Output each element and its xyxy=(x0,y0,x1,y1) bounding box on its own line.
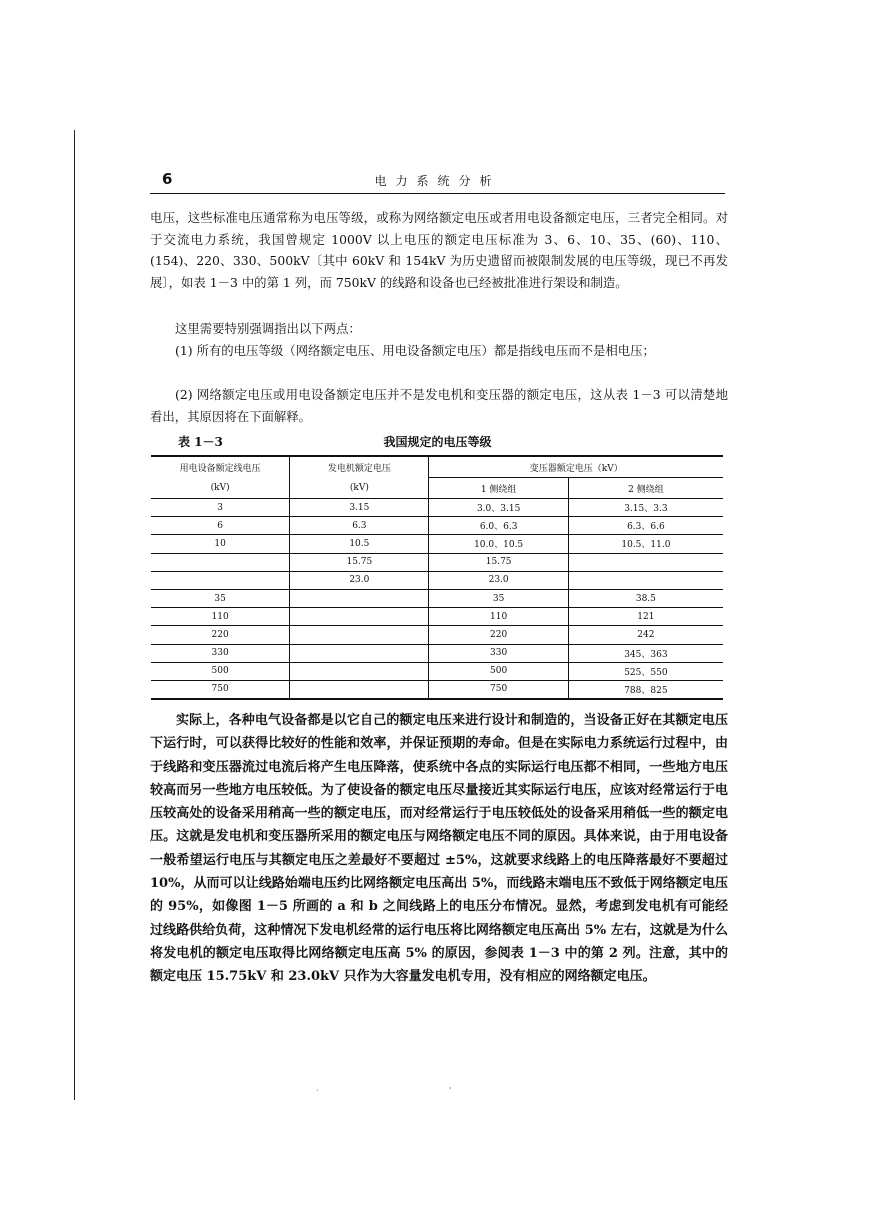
cell-consumer-voltage xyxy=(151,553,290,571)
paragraph-emphasis-intro: 这里需要特别强调指出以下两点： xyxy=(175,321,361,336)
scan-speck: · xyxy=(316,1086,319,1095)
page-spine-line xyxy=(74,130,75,1100)
cell-consumer-voltage: 35 xyxy=(151,589,290,607)
cell-winding-1: 23.0 xyxy=(429,571,568,589)
cell-consumer-voltage: 3 xyxy=(151,499,290,517)
cell-generator-voltage: 23.0 xyxy=(290,571,429,589)
header-transformer-voltage: 变压器额定电压（kV） xyxy=(429,456,723,478)
cell-generator-voltage xyxy=(290,662,429,680)
cell-winding-2: 10.5、11.0 xyxy=(568,535,723,553)
cell-winding-2: 3.15、3.3 xyxy=(568,499,723,517)
cell-winding-1: 330 xyxy=(429,644,568,662)
header-winding-1: 1 侧绕组 xyxy=(429,478,568,499)
cell-generator-voltage xyxy=(290,680,429,699)
cell-generator-voltage: 6.3 xyxy=(290,517,429,535)
cell-consumer-voltage: 330 xyxy=(151,644,290,662)
cell-generator-voltage xyxy=(290,644,429,662)
table-row xyxy=(151,535,723,553)
header-consumer-unit: (kV) xyxy=(151,478,290,499)
cell-consumer-voltage: 500 xyxy=(151,662,290,680)
table-caption xyxy=(150,433,725,453)
cell-generator-voltage xyxy=(290,608,429,626)
table-row xyxy=(151,553,723,571)
table-title: 我国规定的电压等级 xyxy=(383,435,492,449)
table-row xyxy=(151,499,723,517)
table-row xyxy=(151,626,723,644)
cell-winding-1: 750 xyxy=(429,680,568,699)
scan-speck: ' xyxy=(449,1086,452,1095)
cell-winding-1: 500 xyxy=(429,662,568,680)
header-generator-voltage: 发电机额定电压 xyxy=(290,456,429,478)
cell-winding-1: 110 xyxy=(429,608,568,626)
cell-winding-1: 3.0、3.15 xyxy=(429,499,568,517)
cell-winding-1: 15.75 xyxy=(429,553,568,571)
paragraph-point-2: (2) 网络额定电压或用电设备额定电压并不是发电机和变压器的额定电压，这从表 1－3 可以清楚地看出，其原因将在下面解释。 xyxy=(150,387,728,424)
cell-winding-2: 345、363 xyxy=(568,644,723,662)
voltage-level-table xyxy=(151,455,723,700)
header-consumer-voltage: 用电设备额定线电压 xyxy=(151,456,290,478)
table-row xyxy=(151,589,723,607)
cell-generator-voltage xyxy=(290,589,429,607)
cell-consumer-voltage: 750 xyxy=(151,680,290,699)
cell-winding-2 xyxy=(568,553,723,571)
cell-generator-voltage: 15.75 xyxy=(290,553,429,571)
cell-generator-voltage xyxy=(290,626,429,644)
header-winding-2: 2 侧绕组 xyxy=(568,478,723,499)
paragraph-rated-voltage-explanation: 实际上，各种电气设备都是以它自己的额定电压来进行设计和制造的，当设备正好在其额定电压下运行时，可以获得比较好的性能和效率，并保证预期的寿命。但是在实际电力系统运行过程中，由于线路和变压器流过电流后将产生电压降落，使系统中各点的实际运行电压都不相同，一些地方电压较高而另一些地方电压较低。为了使设备的额定电压尽量接近其实际运行电压，应该对经常运行于电压较高处的设备采用稍高一些的额定电压，而对经常运行于电压较低处的设备采用稍低一些的额定电压。这就是发电机和变压器所采用的额定电压与网络额定电压不同的原因。具体来说，由于用电设备一般希望运行电压与其额定电压之差最好不要超过 ±5%，这就要求线路上的电压降落最好不要超过 10%，从而可以让线路始端电压约比网络额定电压高出 5%，而线路末端电压不致低于网络额定电压的 95%，如像图 1－5 所画的 a 和 b 之间线路上的电压分布情况。显然，考虑到发电机有可能经过线路供给负荷，这种情况下发电机经常的运行电压将比网络额定电压高出 5% 左右，这就是为什么将发电机的额定电压取得比网络额定电压高 5% 的原因，参阅表 1－3 中的第 2 列。注意，其中的额定电压 15.75kV 和 23.0kV 只作为大容量发电机专用，没有相应的网络额定电压。 xyxy=(150,713,728,985)
header-rule xyxy=(150,193,725,194)
page-header xyxy=(150,170,725,194)
cell-winding-2: 788、825 xyxy=(568,680,723,699)
paragraph-voltage-levels: 电压，这些标准电压通常称为电压等级，或称为网络额定电压或者用电设备额定电压，三者完全相同。对于交流电力系统，我国曾规定 1000V 以上电压的额定电压标准为 3、6、10、35、(60)、110、(154)、220、330、500kV〔其中 60kV 和 154kV 为历史遗留而被限制发展的电压等级，现已不再发展〕，如表 1－3 中的第 1 列，而 750kV 的线路和设备也已经被批准进行架设和制造。 xyxy=(150,210,728,290)
cell-generator-voltage: 10.5 xyxy=(290,535,429,553)
header-generator-unit: (kV) xyxy=(290,478,429,499)
cell-winding-2: 38.5 xyxy=(568,589,723,607)
cell-consumer-voltage: 6 xyxy=(151,517,290,535)
table-row xyxy=(151,680,723,699)
cell-winding-2: 242 xyxy=(568,626,723,644)
paragraph-point-1: (1) 所有的电压等级（网络额定电压、用电设备额定电压）都是指线电压而不是相电压； xyxy=(175,343,655,358)
cell-winding-1: 35 xyxy=(429,589,568,607)
cell-winding-1: 10.0、10.5 xyxy=(429,535,568,553)
page-number: 6 xyxy=(162,170,173,188)
cell-winding-2 xyxy=(568,571,723,589)
cell-generator-voltage: 3.15 xyxy=(290,499,429,517)
cell-consumer-voltage: 220 xyxy=(151,626,290,644)
cell-winding-1: 220 xyxy=(429,626,568,644)
table-row xyxy=(151,571,723,589)
running-title: 电力系统分析 xyxy=(374,174,501,188)
table-row xyxy=(151,644,723,662)
cell-consumer-voltage: 110 xyxy=(151,608,290,626)
cell-winding-2: 525、550 xyxy=(568,662,723,680)
table-row xyxy=(151,517,723,535)
table-row xyxy=(151,662,723,680)
table-number: 表 1－3 xyxy=(178,435,223,449)
cell-consumer-voltage: 10 xyxy=(151,535,290,553)
cell-consumer-voltage xyxy=(151,571,290,589)
cell-winding-2: 121 xyxy=(568,608,723,626)
cell-winding-2: 6.3、6.6 xyxy=(568,517,723,535)
cell-winding-1: 6.0、6.3 xyxy=(429,517,568,535)
table-row xyxy=(151,608,723,626)
